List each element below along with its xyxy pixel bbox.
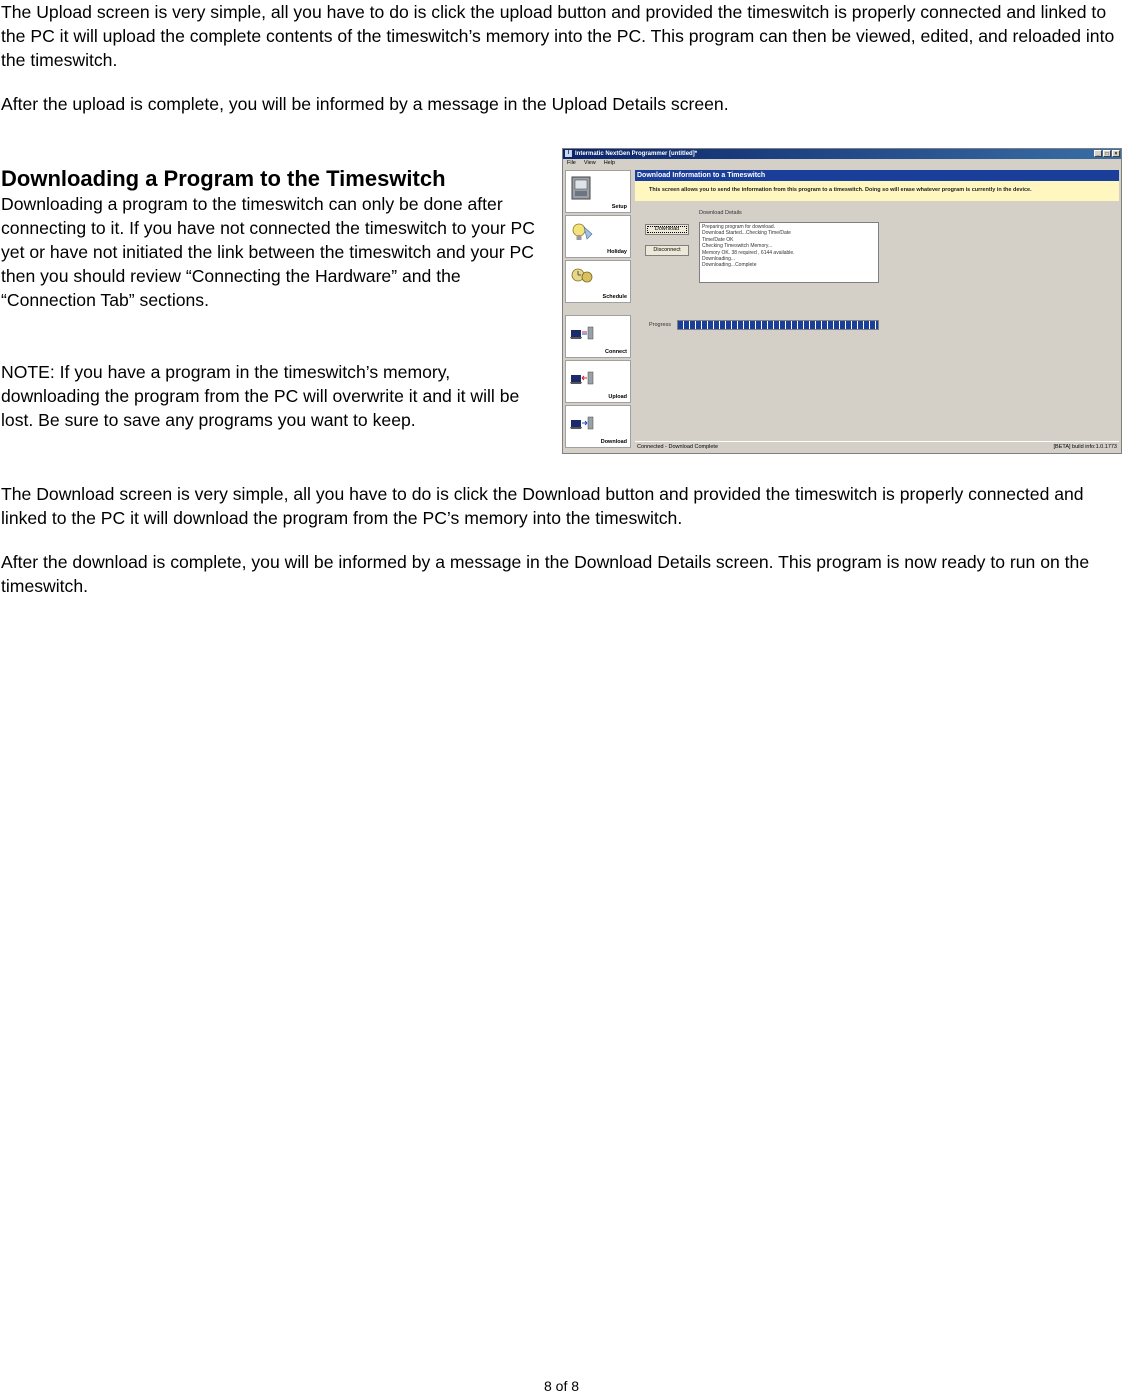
log-line: Preparing program for download. xyxy=(702,224,776,230)
status-bar xyxy=(635,441,1119,452)
timeswitch-icon xyxy=(570,176,594,200)
nav-holiday-label: Holiday xyxy=(607,249,627,255)
log-line: Time/Date OK xyxy=(702,236,734,243)
upload-paragraph: The Upload screen is very simple, all you have to do is click the upload button and provided the timeswitch is properly connected and linked to the PC it will upload the complete contents of the timeswitch’s memory into the PC. This program can then be viewed, edited, and reloaded into the timeswitch. xyxy=(1,2,1115,70)
app-titlebar xyxy=(563,149,1121,159)
clock-icon xyxy=(570,266,594,290)
app-screenshot xyxy=(562,148,1122,454)
app-menubar xyxy=(563,159,1121,168)
progress-fill xyxy=(678,321,878,329)
menu-help[interactable]: Help xyxy=(603,160,616,166)
note-paragraph: NOTE: If you have a program in the timeswitch’s memory, downloading the program from the PC will overwrite it and it will be lost. Be sure to save any programs you want to keep. xyxy=(1,362,520,430)
log-line: Checking Timeswitch Memory... xyxy=(702,243,773,250)
nav-upload[interactable] xyxy=(565,360,631,403)
download-screen-paragraph: The Download screen is very simple, all you have to do is click the Download button and provided the timeswitch is properly connected and linked to the PC it will download the program from the PC’s memory into the timeswitch. xyxy=(1,484,1084,528)
download-complete-paragraph: After the download is complete, you will be informed by a message in the Download Details screen. This program is now ready to run on the timeswitch. xyxy=(1,552,1090,596)
banner-text: This screen allows you to send the information from this program to a timeswitch. Doing so will erase whatever program is currently in the device. xyxy=(649,187,1032,193)
lightbulb-icon xyxy=(570,221,594,245)
menu-file[interactable]: File xyxy=(567,160,576,166)
nav-setup[interactable] xyxy=(565,170,631,213)
page-number: 8 of 8 xyxy=(543,1378,580,1394)
details-label: Download Details xyxy=(699,210,742,216)
nav-download-label: Download xyxy=(600,439,627,445)
app-logo-icon: I xyxy=(565,150,572,157)
nav-download[interactable] xyxy=(565,405,631,448)
progress-bar xyxy=(677,320,879,330)
log-line: Downloading... xyxy=(702,256,736,263)
app-window-title: Intermatic NextGen Programmer [untitled]* xyxy=(575,151,698,157)
laptop-download-icon xyxy=(570,411,594,435)
log-line: Download Started...Checking Time/Date xyxy=(702,230,791,237)
nav-holiday[interactable] xyxy=(565,215,631,258)
nav-upload-label: Upload xyxy=(608,394,627,400)
log-line: Memory OK. 38 required , 6144 available. xyxy=(702,249,795,256)
info-banner xyxy=(635,170,1119,201)
close-icon[interactable]: × xyxy=(1112,150,1120,157)
nav-connect-label: Connect xyxy=(605,349,627,355)
download-button[interactable]: Download xyxy=(645,224,689,235)
nav-setup-label: Setup xyxy=(611,204,627,210)
nav-connect[interactable] xyxy=(565,315,631,358)
banner-title: Download Information to a Timeswitch xyxy=(637,172,766,179)
app-content xyxy=(635,170,1119,441)
laptop-upload-icon xyxy=(570,366,594,390)
disconnect-button[interactable]: Disconnect xyxy=(645,245,689,256)
build-info: [BETA] build info:1.0.1773 xyxy=(1053,444,1117,450)
menu-view[interactable]: View xyxy=(583,160,596,166)
details-log xyxy=(699,222,879,283)
laptop-connect-icon xyxy=(570,321,594,345)
nav-schedule-label: Schedule xyxy=(602,294,627,300)
progress-label: Progress xyxy=(649,322,672,328)
app-sidebar xyxy=(565,170,633,451)
maximize-icon[interactable]: □ xyxy=(1103,150,1111,157)
upload-complete-paragraph: After the upload is complete, you will be informed by a message in the Upload Details screen. xyxy=(1,94,729,114)
minimize-icon[interactable]: _ xyxy=(1094,150,1102,157)
nav-schedule[interactable] xyxy=(565,260,631,303)
download-intro-paragraph: Downloading a program to the timeswitch can only be done after connecting to it. If you have not connected the timeswitch to your PC yet or have not initiated the link between the timeswitch and your PC then you should review “Connecting the Hardware” and the “Connection Tab” sections. xyxy=(1,194,535,310)
section-heading: Downloading a Program to the Timeswitch xyxy=(1,166,446,191)
status-text: Connected - Download Complete xyxy=(637,444,719,450)
log-line: Downloading...Complete xyxy=(702,262,757,269)
